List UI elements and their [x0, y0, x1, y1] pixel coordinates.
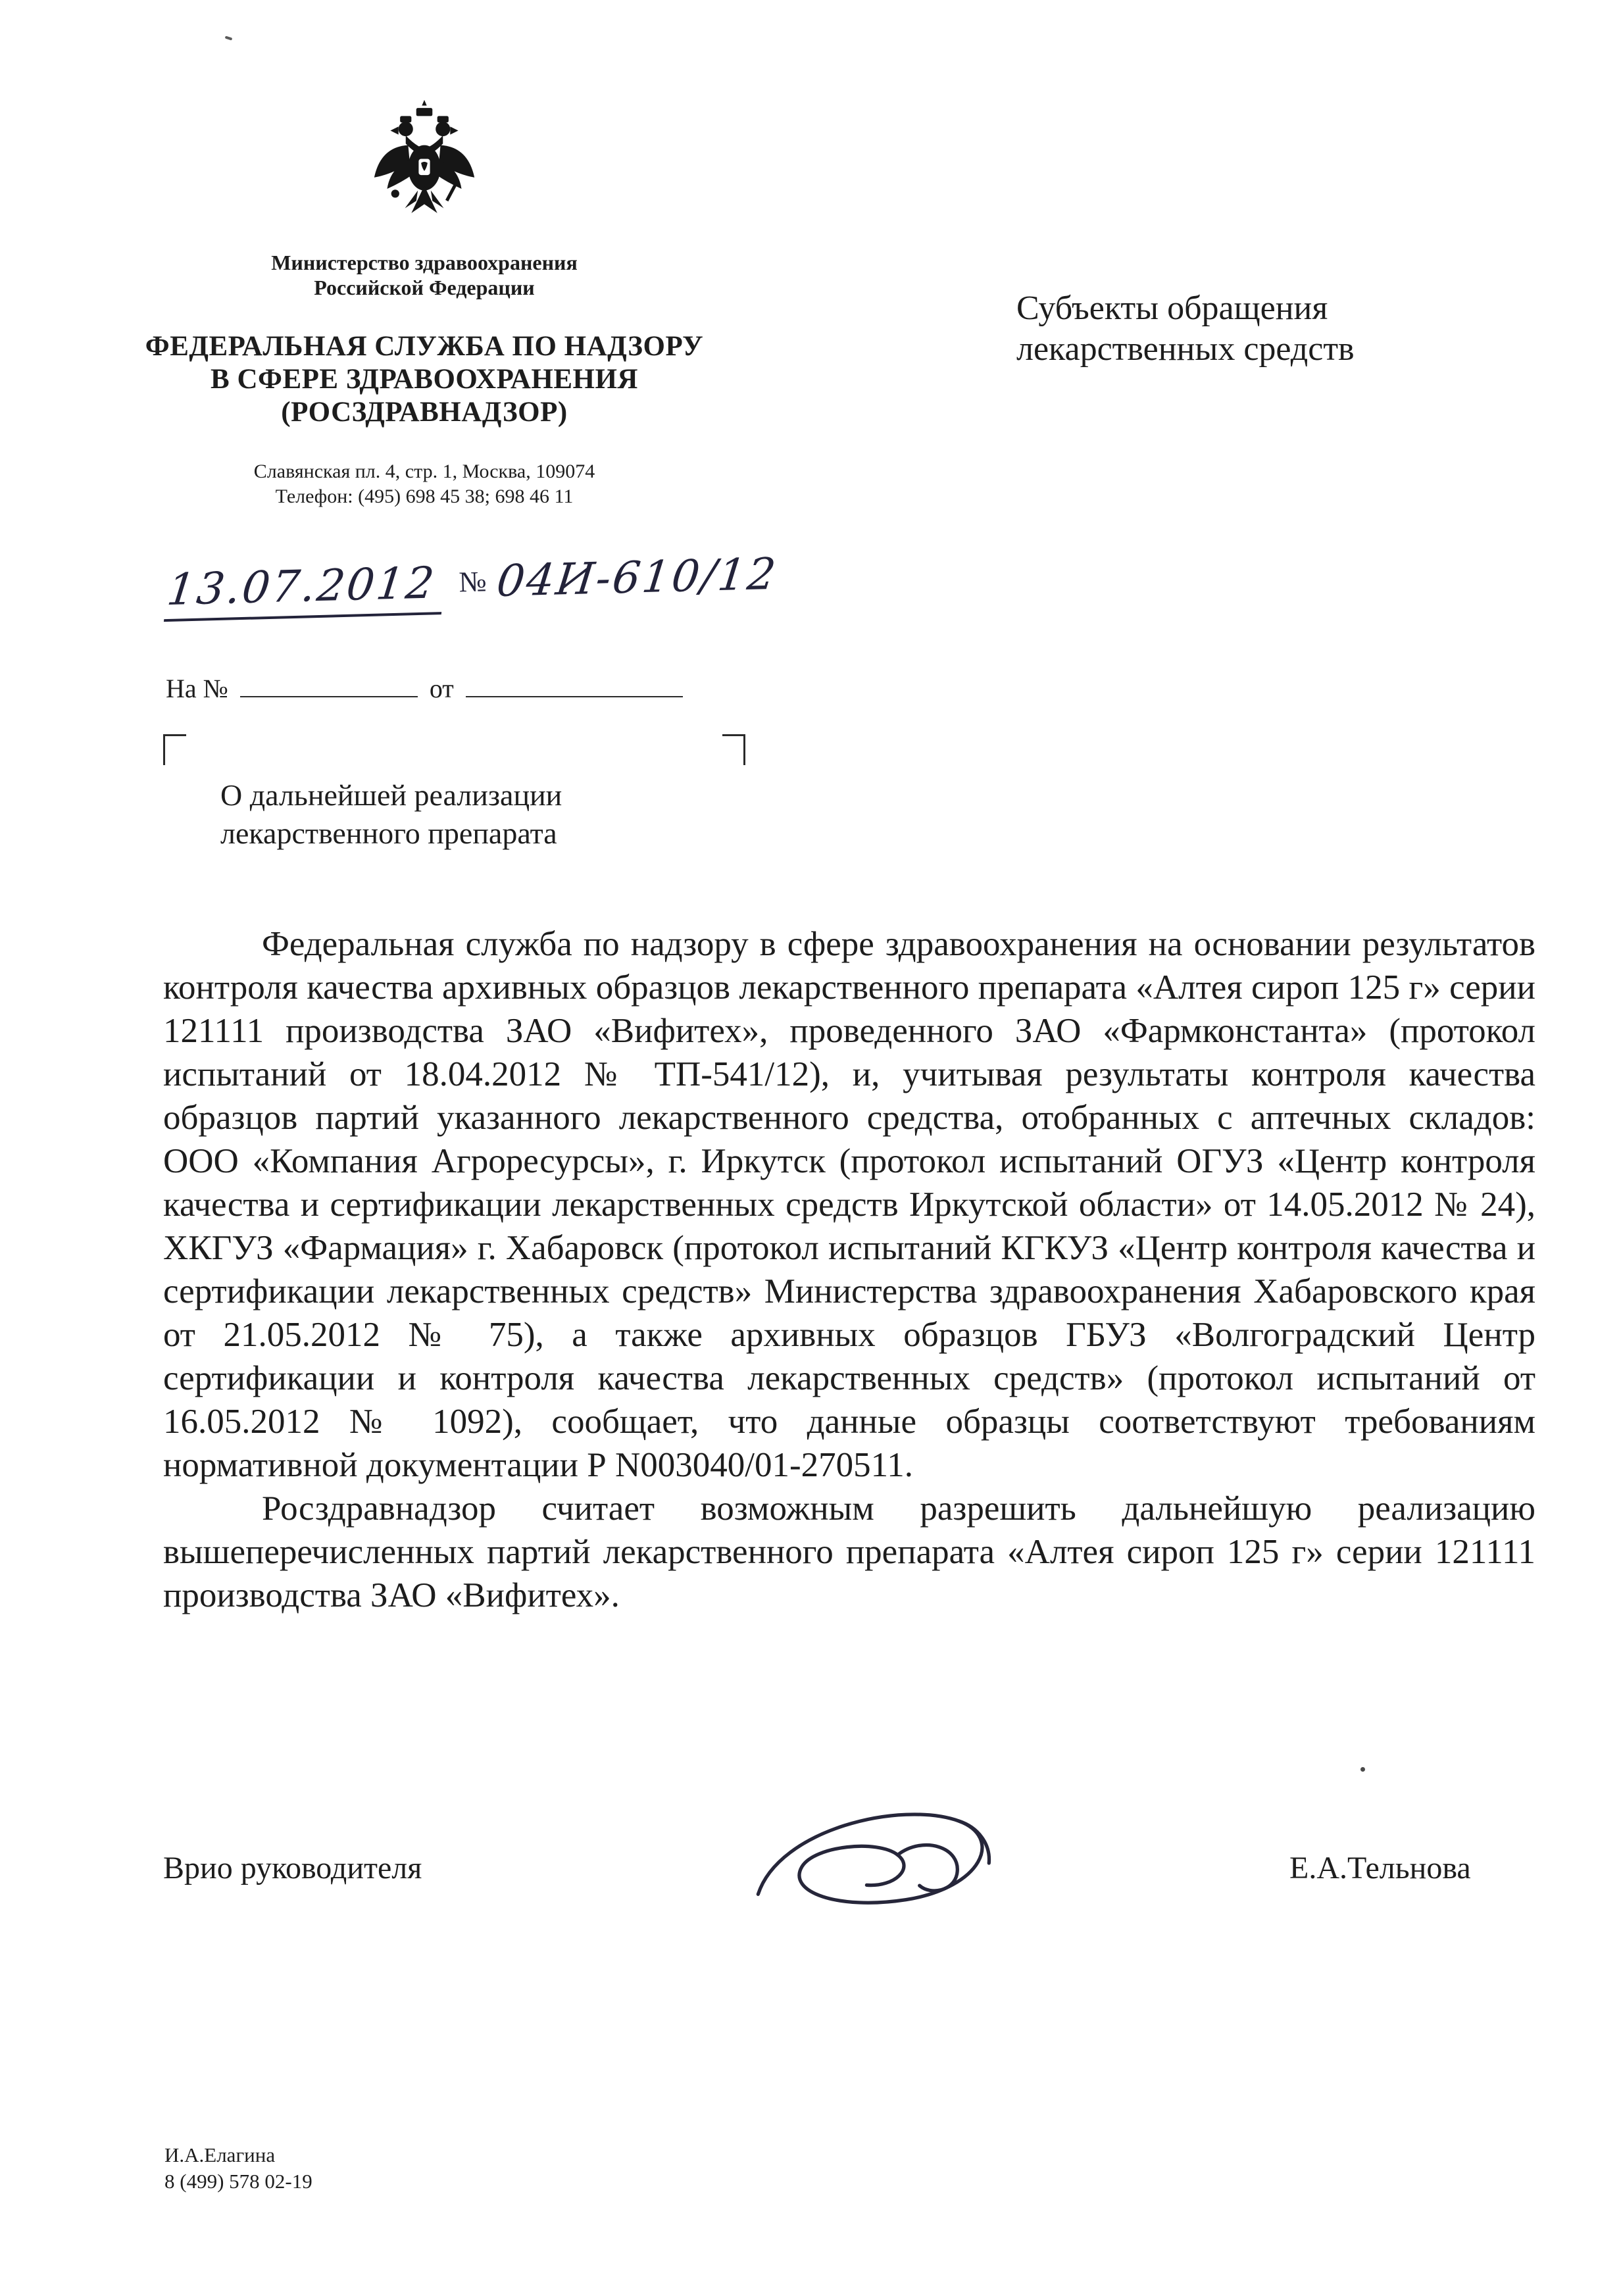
recipient-block	[1016, 288, 1477, 370]
russia-coat-of-arms-emblem	[368, 97, 481, 224]
outgoing-reference-line	[166, 549, 778, 622]
reply-date-blank	[466, 672, 683, 697]
service-name-line1: ФЕДЕРАЛЬНАЯ СЛУЖБА ПО НАДЗОРУ	[145, 331, 704, 362]
scan-artifact	[225, 36, 233, 40]
scan-artifact	[1360, 1767, 1365, 1772]
letter-body	[163, 922, 1535, 1617]
recipient-line1: Субъекты обращения	[1016, 289, 1328, 327]
corner-mark-right	[722, 734, 745, 765]
ministry-name	[99, 250, 750, 300]
reply-number-blank	[240, 672, 418, 697]
signature-block	[163, 1850, 1535, 1995]
ministry-name-line1: Министерство здравоохранения	[271, 251, 578, 274]
recipient-line2: лекарственных средств	[1016, 330, 1355, 368]
signatory-name: Е.А.Тельнова	[1289, 1851, 1471, 1885]
ministry-name-line2: Российской Федерации	[314, 276, 535, 299]
reply-from-label: от	[429, 674, 454, 703]
reply-ref-label: На №	[166, 674, 228, 703]
service-name-line3: (РОСЗДРАВНАДЗОР)	[281, 397, 568, 428]
reply-reference-line	[166, 672, 683, 704]
executor-block	[164, 2142, 312, 2195]
letterhead	[99, 97, 750, 509]
executor-phone: 8 (499) 578 02-19	[164, 2170, 312, 2193]
org-contact-block	[99, 459, 750, 509]
service-name-line2: В СФЕРЕ ЗДРАВООХРАНЕНИЯ	[211, 364, 638, 395]
executor-name: И.А.Елагина	[164, 2143, 276, 2166]
org-address: Славянская пл. 4, стр. 1, Москва, 109074	[253, 461, 595, 482]
subject-line2: лекарственного препарата	[220, 816, 557, 850]
letter-subject	[220, 776, 562, 853]
body-paragraph-1: Федеральная служба по надзору в сфере здравоохранения на основании результатов контроля качества архивных образцов лекарственного препарата «Алтея сироп 125 г» серии 121111 производства ЗАО «Вифитех», проведенного ЗАО «Фармконстанта» (протокол испытаний от 18.04.2012 № ТП-541/12), и, учитывая результаты контроля качества образцов партий указанного лекарственного средства, отобранных с аптечных складов: ООО «Компания Агроресурсы», г. Иркутск (протокол испытаний ОГУЗ «Центр контроля качества и сертификации лекарственных средств Иркутской области» от 14.05.2012 № 24), ХКГУЗ «Фармация» г. Хабаровск (протокол испытаний КГКУЗ «Центр контроля качества и сертификации лекарственных средств» Министерства здравоохранения Хабаровского края от 21.05.2012 № 75), а также архивных образцов ГБУЗ «Волгоградский Центр сертификации и контроля качества лекарственных средств» (протокол испытаний от 16.05.2012 № 1092), сообщает, что данные образцы соответствуют требованиям нормативной документации Р N003040/01-270511.	[163, 925, 1535, 1484]
outgoing-date-handwritten: 13.07.2012	[164, 557, 448, 622]
body-paragraph-2: Росздравнадзор считает возможным разрешить дальнейшую реализацию вышеперечисленных партий лекарственного препарата «Алтея сироп 125 г» серии 121111 производства ЗАО «Вифитех».	[163, 1489, 1535, 1614]
subject-line1: О дальнейшей реализации	[220, 778, 562, 812]
org-phone: Телефон: (495) 698 45 38; 698 46 11	[275, 486, 574, 507]
outgoing-number-handwritten: 04И-610/12	[494, 548, 780, 607]
signatory-position: Врио руководителя	[163, 1851, 422, 1885]
handwritten-signature	[728, 1774, 1032, 1946]
number-sign: №	[458, 565, 487, 599]
corner-mark-left	[163, 734, 186, 765]
service-name	[99, 330, 750, 429]
